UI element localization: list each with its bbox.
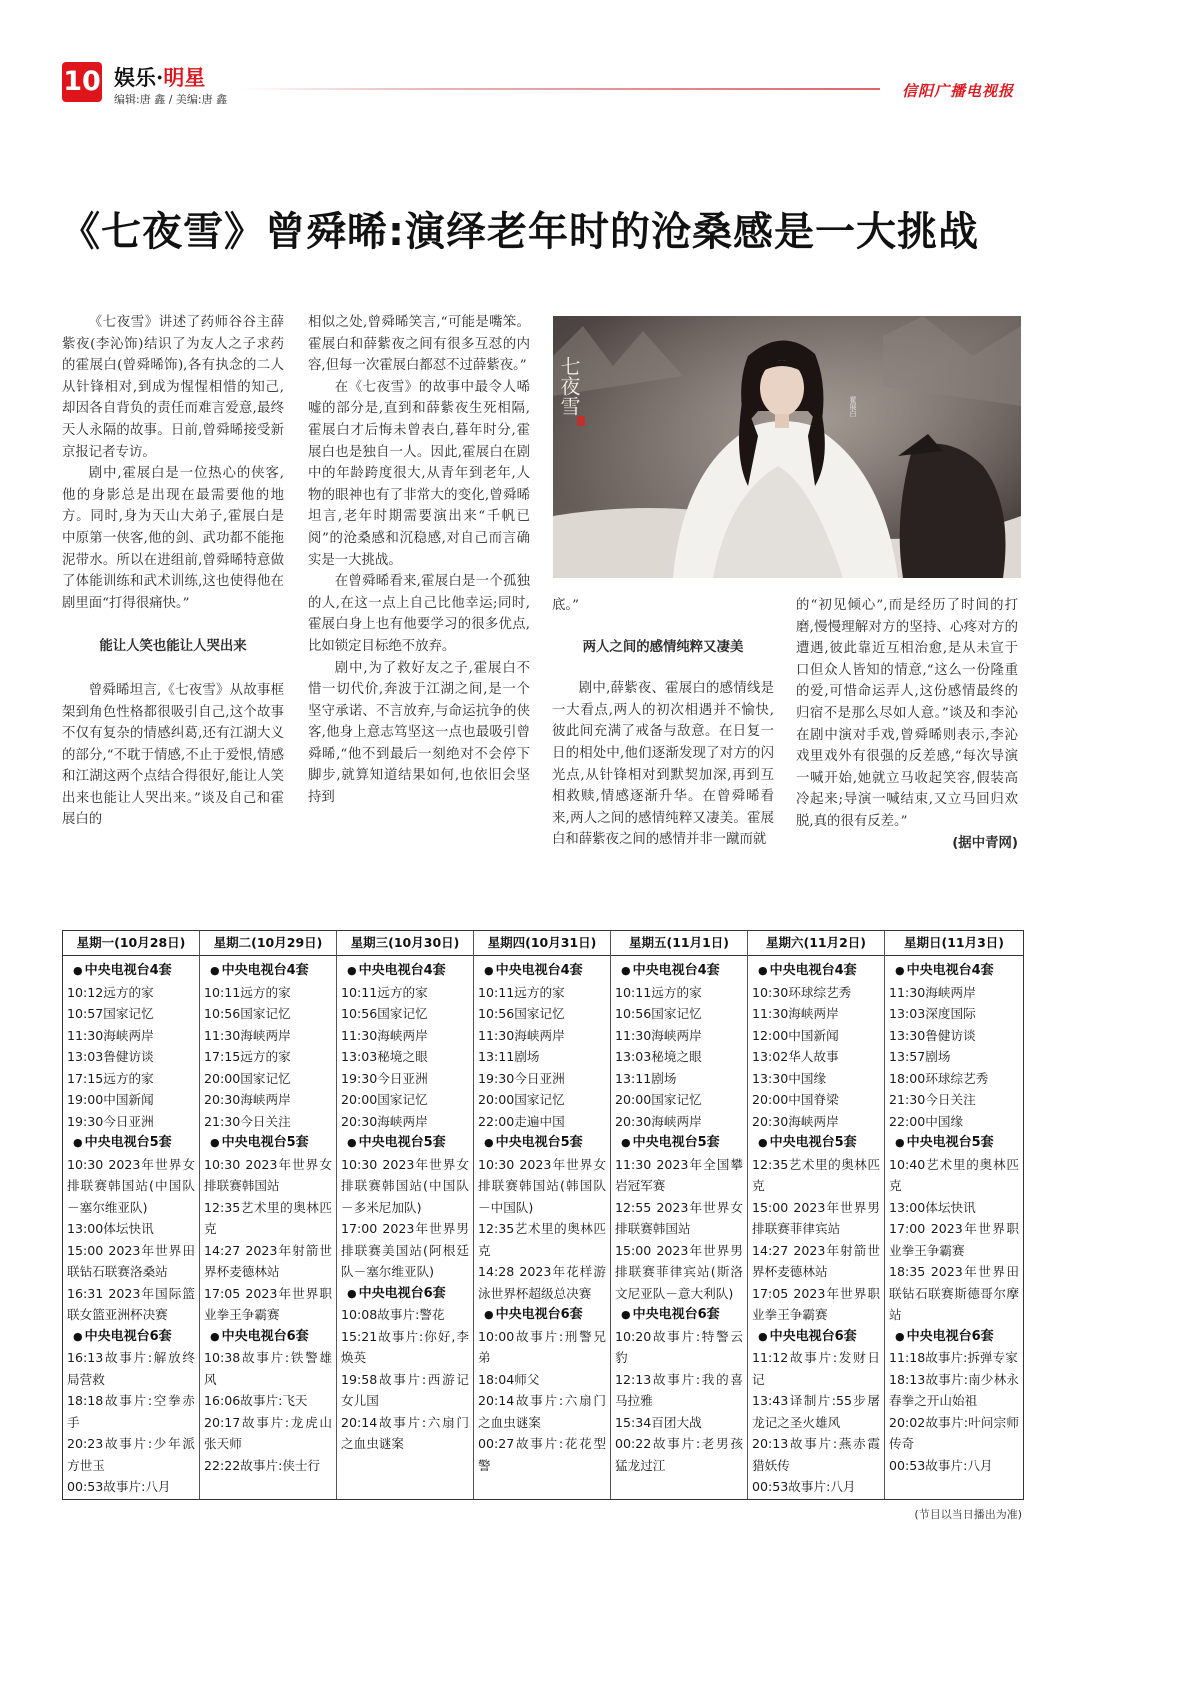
article-column-3 [552,595,774,851]
program-item: 13:03深度国际 [889,1006,976,1021]
program-item: 21:30今日关注 [889,1092,976,1107]
program-item: 17:05 2023年世界职业拳王争霸赛 [752,1285,880,1322]
day-header: 星期四(10月31日) [474,931,610,956]
program-item: 14:28 2023年花样游泳世界杯超级总决赛 [478,1264,606,1301]
program-item: 14:27 2023年射箭世界杯麦德林站 [204,1242,332,1279]
program-item: 11:18故事片:拆弹专家 [889,1350,1018,1365]
tv-schedule-table [62,930,1024,1500]
newspaper-name: 信阳广播电视报 [902,82,1015,100]
program-item: 10:56国家记忆 [341,1006,428,1021]
program-item: 20:02故事片:叶问宗师传奇 [889,1414,1019,1451]
paragraph: 剧中,霍展白是一位热心的侠客,他的身影总是出现在最需要他的地方。同时,身为天山大弟子,霍展白是中原第一侠客,他的剑、武功都不能拖泥带水。所以在进组前,曾舜晞特意做了体能训练和武术训练,这也使得他在剧里面“打得很痛快。” [62,466,284,611]
program-item: 13:30中国缘 [752,1070,827,1086]
program-item: 13:03秘境之眼 [615,1049,702,1064]
channel-name: ● 中央电视台4套 [752,960,880,982]
program-item: 13:30鲁健访谈 [889,1027,976,1043]
program-item: 10:11远方的家 [204,984,291,1000]
header-divider [240,88,880,90]
channel-name: ● 中央电视台4套 [341,960,469,982]
program-item: 14:27 2023年射箭世界杯麦德林站 [752,1242,880,1279]
day-header: 星期三(10月30日) [337,931,473,956]
article-column-4 [796,595,1018,854]
schedule-day-fri [611,931,748,1499]
channel-name: ● 中央电视台4套 [478,960,606,982]
program-item: 13:00体坛快讯 [889,1199,976,1215]
program-item: 10:12远方的家 [67,984,154,1000]
program-item: 10:30 2023年世界女排联赛韩国站(韩国队－中国队) [478,1156,606,1215]
program-item: 10:30 2023年世界女排联赛韩国站(中国队－多米尼加队) [341,1156,469,1215]
program-item: 11:30海峡两岸 [204,1027,291,1043]
channel-name: ● 中央电视台4套 [889,960,1019,982]
channel-name: ● 中央电视台5套 [341,1132,469,1154]
program-item: 11:30海峡两岸 [341,1027,428,1043]
program-item: 20:00国家记忆 [341,1092,428,1107]
program-item: 12:35艺术里的奥林匹克 [478,1221,606,1258]
channel-name: ● 中央电视台6套 [615,1304,743,1326]
paragraph: 《七夜雪》讲述了药师谷谷主薛紫夜(李沁饰)结识了为友人之子求药的霍展白(曾舜晞饰),各有执念的二人从针锋相对,到成为惺惺相惜的知己,却因各自背负的责任而难言爱意,最终天人永隔的故事。日前,曾舜晞接受新京报记者专访。 [62,315,284,460]
schedule-day-wed [337,931,474,1499]
channel-name: ● 中央电视台6套 [67,1326,195,1348]
program-item: 22:00中国缘 [889,1113,964,1129]
program-item: 18:04师父 [478,1371,540,1387]
program-item: 10:30 2023年世界女排联赛韩国站(中国队－塞尔维亚队) [67,1156,195,1215]
program-item: 00:53故事片:八月 [752,1479,856,1494]
photo-caption: 霍展白 [849,396,857,417]
program-item: 10:00故事片:刑警兄弟 [478,1328,606,1365]
channel-name: ● 中央电视台4套 [204,960,332,982]
program-item: 18:35 2023年世界田联钻石联赛斯德哥尔摩站 [889,1264,1019,1322]
program-item: 13:00体坛快讯 [67,1221,154,1236]
program-item: 21:30今日关注 [204,1113,291,1129]
program-item: 19:30今日亚洲 [341,1070,428,1086]
paragraph: 在《七夜雪》的故事中最令人唏嘘的部分是,直到和薛紫夜生死相隔,霍展白才后悔未曾表白,暮年时分,霍展白也是独自一人。因此,霍展白在剧中的年龄跨度很大,从青年到老年,人物的眼神也有了非常大的变化,曾舜晞坦言,老年时期需要演出来“千帆已阅”的沧桑感和沉稳感,对自己而言确实是一大挑战。 [308,379,530,568]
program-item: 13:02华人故事 [752,1049,839,1064]
program-item: 11:30海峡两岸 [478,1027,565,1043]
program-item: 10:57国家记忆 [67,1006,154,1021]
program-item: 10:56国家记忆 [204,1006,291,1021]
program-item: 12:35艺术里的奥林匹克 [752,1156,880,1193]
program-item: 12:13故事片:我的喜马拉雅 [615,1371,743,1408]
channel-name: ● 中央电视台5套 [889,1132,1019,1154]
page-number: 10 [62,62,102,102]
program-item: 22:22故事片:侠士行 [204,1457,321,1473]
paragraph: 的“初见倾心”,而是经历了时间的打磨,慢慢理解对方的坚持、心疼对方的遭遇,彼此靠近互相治愈,是从未宣于口但众人皆知的情意,“这么一份隆重的爱,可惜命运弄人,这份感情最终的归宿不是那么尽如人意。”谈及和李沁在剧中演对手戏,曾舜晞则表示,李沁戏里戏外有很强的反差感,“每次导演一喊开始,她就立马收起笑容,假装高冷起来;导演一喊结束,又立马回归欢脱,真的很有反差。” [796,598,1018,829]
article-source: (据中青网) [952,835,1018,851]
program-item: 20:14故事片:六扇门之血虫谜案 [341,1414,469,1451]
schedule-day-tue [200,931,337,1499]
section-sub: 明星 [163,65,206,90]
program-item: 15:00 2023年世界男排联赛菲律宾站 [752,1199,880,1236]
program-item: 11:30 2023年全国攀岩冠军赛 [615,1156,743,1193]
article-headline: 《七夜雪》曾舜晞:演绎老年时的沧桑感是一大挑战 [60,209,979,255]
program-item: 11:12故事片:发财日记 [752,1350,880,1387]
program-item: 10:56国家记忆 [478,1006,565,1021]
paragraph: 剧中,薛紫夜、霍展白的感情线是一大看点,两人的初次相遇并不愉快,彼此间充满了戒备与敌意。在日复一日的相处中,他们逐渐发现了对方的闪光点,从针锋相对到默契加深,再到互相救赎,情感逐渐升华。在曾舜晞看来,两人之间的感情纯粹又凄美。霍展白和薛紫夜之间的感情并非一蹴而就 [552,681,774,848]
schedule-day-sun [885,931,1023,1499]
program-item: 13:11剧场 [478,1049,540,1064]
channel-name: ● 中央电视台5套 [478,1132,606,1154]
article-column-1 [62,312,284,831]
section-main: 娱乐· [114,65,164,90]
program-item: 12:00中国新闻 [752,1027,839,1043]
program-item: 16:31 2023年国际篮联女篮亚洲杯决赛 [67,1285,195,1322]
channel-name: ● 中央电视台6套 [341,1283,469,1305]
channel-name: ● 中央电视台4套 [615,960,743,982]
program-item: 00:22故事片:老男孩猛龙过江 [615,1436,743,1473]
program-item: 10:11远方的家 [615,984,702,1000]
program-item: 11:30海峡两岸 [752,1006,839,1021]
drama-still-photo [553,316,1021,578]
schedule-day-thu [474,931,611,1499]
program-item: 19:00中国新闻 [67,1092,154,1107]
program-item: 20:30海峡两岸 [341,1113,428,1129]
channel-name: ● 中央电视台6套 [752,1326,880,1348]
article-subheading: 能让人笑也能让人哭出来 [99,639,247,655]
program-item: 16:06故事片:飞天 [204,1393,308,1408]
day-header: 星期一(10月28日) [63,931,199,956]
poster-title: 七夜雪 [557,356,581,416]
program-item: 10:38故事片:铁警雄风 [204,1350,332,1387]
day-header: 星期二(10月29日) [200,931,336,956]
program-item: 17:00 2023年世界男排联赛美国站(阿根廷队－塞尔维亚队) [341,1221,469,1279]
paragraph: 相似之处,曾舜晞笑言,“可能是嘴笨。霍展白和薛紫夜之间有很多互怼的内容,但每一次霍展白都怼不过薛紫夜。” [308,315,530,374]
program-item: 10:56国家记忆 [615,1006,702,1021]
program-item: 15:34百团大战 [615,1414,702,1430]
program-item: 20:00国家记忆 [478,1092,565,1107]
program-item: 18:18故事片:空拳赤手 [67,1393,195,1430]
program-item: 10:40艺术里的奥林匹克 [889,1156,1019,1193]
program-item: 20:23故事片:少年派方世玉 [67,1436,195,1473]
day-header: 星期五(11月1日) [611,931,747,956]
program-item: 20:13故事片:燕赤霞猎妖传 [752,1436,880,1473]
program-item: 19:58故事片:西游记女儿国 [341,1371,469,1408]
program-item: 20:00中国脊梁 [752,1092,839,1107]
program-item: 10:20故事片:特警云豹 [615,1328,743,1365]
section-title [114,62,205,92]
program-item: 17:15远方的家 [67,1070,154,1086]
program-item: 13:57剧场 [889,1049,951,1064]
program-item: 18:13故事片:南少林永春拳之开山始祖 [889,1371,1019,1408]
program-item: 15:00 2023年世界田联钻石联赛洛桑站 [67,1242,195,1279]
program-item: 20:30海峡两岸 [615,1113,702,1129]
schedule-day-mon [63,931,200,1499]
program-item: 13:03秘境之眼 [341,1049,428,1064]
channel-name: ● 中央电视台5套 [615,1132,743,1154]
program-item: 19:30今日亚洲 [478,1070,565,1086]
program-item: 20:30海峡两岸 [204,1092,291,1107]
schedule-note: (节目以当日播出为准) [914,1508,1022,1521]
program-item: 13:11剧场 [615,1070,677,1086]
paragraph: 剧中,为了救好友之子,霍展白不惜一切代价,奔波于江湖之间,是一个坚守承诺、不言放弃,与命运抗争的侠客,他身上意志笃坚这一点也最吸引曾舜晞,“他不到最后一刻绝对不会停下脚步,就算知道结果如何,也依旧会坚持到 [308,660,530,806]
program-item: 11:30海峡两岸 [615,1027,702,1043]
program-item: 17:00 2023年世界职业拳王争霸赛 [889,1221,1019,1258]
channel-name: ● 中央电视台5套 [752,1132,880,1154]
channel-name: ● 中央电视台5套 [204,1132,332,1154]
day-header: 星期日(11月3日) [885,931,1023,956]
channel-name: ● 中央电视台4套 [67,960,195,982]
channel-name: ● 中央电视台6套 [889,1326,1019,1348]
program-item: 11:30海峡两岸 [889,984,976,1000]
program-item: 16:13故事片:解放终局营救 [67,1350,195,1387]
program-item: 12:35艺术里的奥林匹克 [204,1199,332,1236]
channel-name: ● 中央电视台5套 [67,1132,195,1154]
article-subheading: 两人之间的感情纯粹又凄美 [582,639,744,655]
program-item: 17:15远方的家 [204,1049,291,1064]
program-item: 00:53故事片:八月 [889,1457,993,1473]
schedule-day-sat [748,931,885,1499]
editor-credits: 编辑:唐 鑫 / 美编:唐 鑫 [114,93,228,106]
program-item: 00:27故事片:花花型警 [478,1436,606,1473]
program-item: 12:55 2023年世界女排联赛韩国站 [615,1199,743,1236]
program-item: 15:00 2023年世界男排联赛菲律宾站(斯洛文尼亚队－意大利队) [615,1242,743,1301]
program-item: 17:05 2023年世界职业拳王争霸赛 [204,1285,332,1322]
program-item: 15:21故事片:你好,李焕英 [341,1328,469,1365]
program-item: 00:53故事片:八月 [67,1479,171,1494]
channel-name: ● 中央电视台6套 [204,1326,332,1348]
program-item: 10:30 2023年世界女排联赛韩国站 [204,1156,332,1193]
program-item: 20:14故事片:六扇门之血虫谜案 [478,1393,606,1430]
program-item: 18:00环球综艺秀 [889,1070,989,1086]
program-item: 22:00走遍中国 [478,1113,565,1129]
program-item: 20:00国家记忆 [615,1092,702,1107]
channel-name: ● 中央电视台6套 [478,1304,606,1326]
program-item: 13:03鲁健访谈 [67,1049,154,1064]
program-item: 20:17故事片:龙虎山张天师 [204,1414,332,1451]
program-item: 20:30海峡两岸 [752,1113,839,1129]
program-item: 19:30今日亚洲 [67,1113,154,1129]
day-header: 星期六(11月2日) [748,931,884,956]
program-item: 10:11远方的家 [341,984,428,1000]
program-item: 13:43译制片:55步屠龙记之圣火雄风 [752,1393,880,1430]
paragraph: 在曾舜晞看来,霍展白是一个孤独的人,在这一点上自己比他幸运;同时,霍展白身上也有他要学习的很多优点,比如锁定目标绝不放弃。 [308,574,530,654]
program-item: 10:08故事片:警花 [341,1307,445,1322]
program-item: 10:11远方的家 [478,984,565,1000]
program-item: 10:30环球综艺秀 [752,984,852,1000]
program-item: 20:00国家记忆 [204,1070,291,1086]
program-item: 11:30海峡两岸 [67,1027,154,1043]
article-column-2 [308,312,530,809]
paragraph: 曾舜晞坦言,《七夜雪》从故事框架到角色性格都很吸引自己,这个故事不仅有复杂的情感纠葛,还有江湖大义的部分,“不耽于情感,不止于爱恨,情感和江湖这两个点结合得很好,能让人笑出来也能让人哭出来。”谈及自己和霍展白的 [62,682,284,828]
paragraph: 底。” [552,598,579,613]
